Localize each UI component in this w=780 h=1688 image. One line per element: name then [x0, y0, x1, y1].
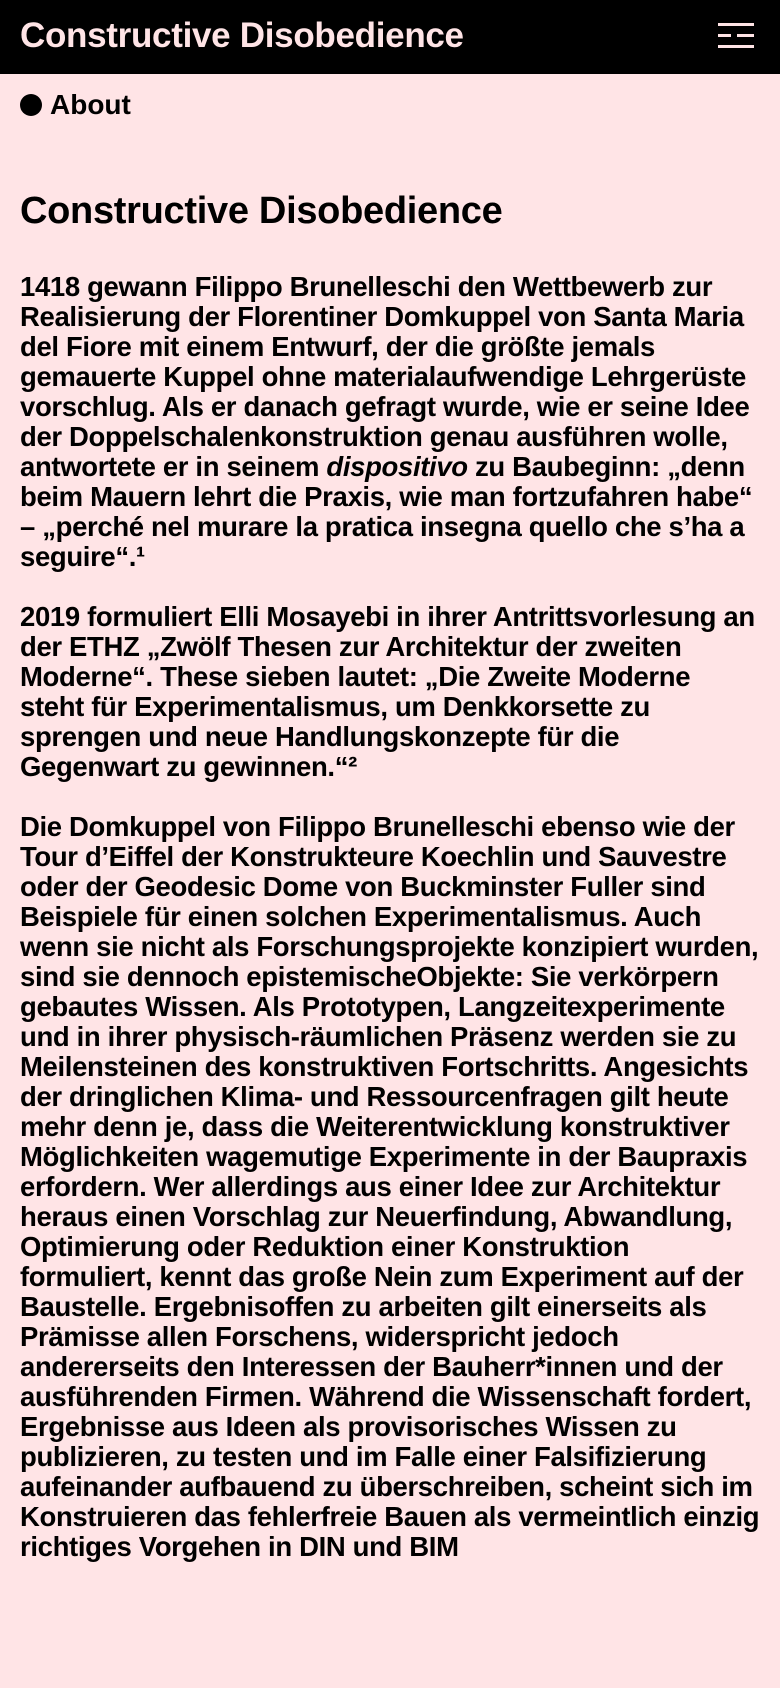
paragraph-2: 2019 formuliert Elli Mosayebi in ihrer Antrittsvorlesung an der ETHZ „Zwölf Thesen zur Architektur der zweiten Moderne“. These sieben lautet: „Die Zweite Moderne steht für Experimentalismus, um Denkkorsette zu sprengen und neue Handlungskonzepte für die Gegenwart zu gewinnen.“² — [20, 601, 755, 782]
top-bar — [0, 0, 780, 74]
page-title: Constructive Disobedience — [20, 190, 503, 232]
breadcrumb-about[interactable]: About — [50, 89, 131, 120]
article-body — [20, 272, 760, 1592]
bullet-dot-icon — [20, 94, 42, 116]
site-title[interactable]: Constructive Disobedience — [20, 16, 464, 55]
paragraph-1-text-a: 1418 gewann Filippo Brunelleschi den Wettbewerb zur Realisierung der Florentiner Domkuppel von Santa Maria del Fiore mit einem Entwurf, der die größte jemals gemauerte Kuppel ohne materialaufwendige Lehrgerüste vorschlug. Als er danach gefragt wurde, wie er seine Idee der Doppelschalenkonstruktion genau ausführen wolle, antwortete er in seinem — [20, 271, 750, 482]
paragraph-3: Die Domkuppel von Filippo Brunelleschi ebenso wie der Tour d’Eiffel der Konstrukteure Koechlin und Sauvestre oder der Geodesic Dome von Buckminster Fuller sind Beispiele für einen solchen Experimentalismus. Auch wenn sie nicht als Forschungsprojekte konzipiert wurden, sind sie dennoch epistemischeObjekte: Sie verkörpern gebautes Wissen. Als Prototypen, Langzeitexperimente und in ihrer physisch-räumlichen Präsenz werden sie zu Meilensteinen des konstruktiven Fortschritts. Angesichts der dringlichen Klima- und Ressourcenfragen gilt heute mehr denn je, dass die Weiterentwicklung konstruktiver Möglichkeiten wagemutige Experimente in der Baupraxis erfordern. Wer allerdings aus einer Idee zur Architektur heraus einen Vorschlag zur Neuerfindung, Abwandlung, Optimierung oder Reduktion einer Konstruktion formuliert, kennt das große Nein zum Experiment auf der Baustelle. Ergebnisoffen zu arbeiten gilt einerseits als Prämisse allen Forschens, widerspricht jedoch andererseits den Interessen der Bauherr*innen und der ausführenden Firmen. Während die Wissenschaft fordert, Ergebnisse aus Ideen als provisorisches Wissen zu publizieren, zu testen und im Falle einer Falsifizierung aufeinander aufbauend zu überschreiben, scheint sich im Konstruieren das fehlerfreie Bauen als vermeintlich einzig richtiges Vorgehen in DIN und BIM — [20, 811, 760, 1562]
paragraph-1-italic: dispositivo — [326, 451, 468, 482]
paragraph-1-text-b: zu Baubeginn: „denn beim Mauern lehrt die Praxis, wie man fortzufahren habe“ – „perché nel murare la pratica insegna quello che s’ha a seguire“.¹ — [20, 451, 753, 572]
hamburger-menu-icon — [718, 22, 754, 50]
menu-button[interactable] — [718, 22, 754, 50]
breadcrumb — [20, 88, 131, 122]
paragraph-1 — [20, 272, 760, 572]
